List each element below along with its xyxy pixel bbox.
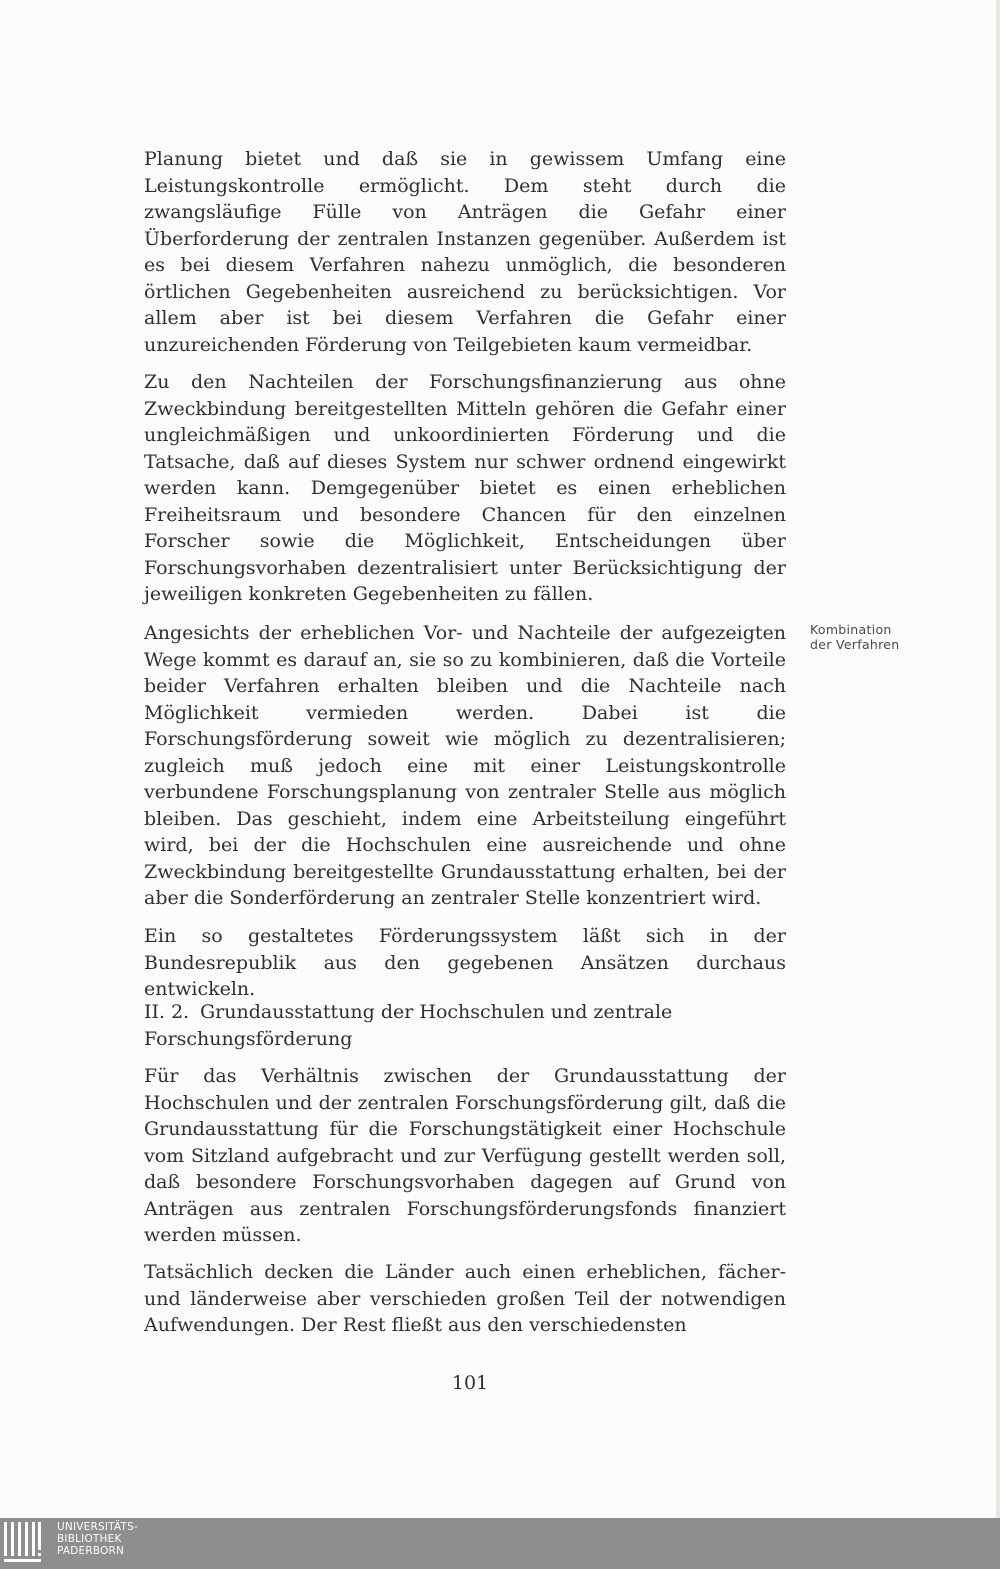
library-name-line-2: BIBLIOTHEK: [57, 1533, 122, 1545]
paragraph-2: Zu den Nachteilen der Forschungsfinanzierung aus ohne Zweckbindung bereitgestellten Mitteln gehören die Gefahr einer ungleichmäßigen und unkoordinierten Förderung und die Tatsache, daß auf dieses System nur schwer ordnend eingewirkt werden kann. Demgegenüber bietet es einen erheblichen Freiheitsraum und besondere Chancen für den einzelnen Forscher sowie die Möglichkeit, Entscheidungen über Forschungsvorhaben dezentralisiert unter Berücksichtigung der jeweiligen konkreten Gegebenheiten zu fällen.: [144, 371, 786, 605]
paragraph-6: Tatsächlich decken die Länder auch einen erheblichen, fächer- und länderweise aber verschieden großen Teil der notwendigen Aufwendungen. Der Rest fließt aus den verschiedensten: [144, 1261, 786, 1336]
paragraph-5: Für das Verhältnis zwischen der Grundausstattung der Hochschulen und der zentralen Forschungsförderung gilt, daß die Grundausstattung für die Forschungstätigkeit einer Hochschule vom Sitzland aufgebracht und zur Verfügung gestellt werden soll, daß besondere Forschungsvorhaben dagegen auf Grund von Anträgen aus zentralen Forschungsförderungsfonds finanziert werden müssen.: [144, 1065, 786, 1246]
section-title: Grundausstattung der Hochschulen und zentrale Forschungsförderung: [144, 1001, 673, 1050]
library-logo-icon: [0, 1518, 60, 1569]
margin-note-line-1: Kombination: [810, 622, 892, 637]
page-edge: [996, 0, 1000, 1518]
library-name-line-3: PADERBORN: [57, 1545, 125, 1557]
paragraph-3: Angesichts der erheblichen Vor- und Nachteile der aufgezeigten Wege kommt es darauf an, sie so zu kombinieren, daß die Vorteile beider Verfahren erhalten bleiben und die Nachteile nach Möglichkeit vermieden werden. Dabei ist die Forschungsförderung soweit wie möglich zu dezentralisieren; zugleich muß jedoch eine mit einer Leistungskontrolle verbundene Forschungsplanung von zentraler Stelle aus möglich bleiben. Das geschieht, indem eine Arbeitsteilung eingeführt wird, bei der die Hochschulen eine ausreichende und ohne Zweckbindung bereitgestellte Grundausstattung erhalten, bei der aber die Sonderförderung an zentraler Stelle konzentriert wird.: [144, 622, 786, 909]
page-number: 101: [451, 1372, 489, 1394]
margin-note: [810, 622, 900, 652]
margin-note-line-2: der Verfahren: [810, 637, 900, 652]
section-number: II. 2.: [144, 1001, 190, 1023]
paragraph-4: Ein so gestaltetes Förderungssystem läßt sich in der Bundesrepublik aus den gegebenen Ansätzen durchaus entwickeln.: [144, 925, 786, 1000]
library-name: [57, 1521, 138, 1557]
library-name-line-1: UNIVERSITÄTS-: [57, 1521, 138, 1533]
paragraph-1: Planung bietet und daß sie in gewissem Umfang eine Leistungskontrolle ermöglicht. Dem steht durch die zwangsläufige Fülle von Anträgen die Gefahr einer Überforderung der zentralen Instanzen gegenüber. Außerdem ist es bei diesem Verfahren nahezu unmöglich, die besonderen örtlichen Gegebenheiten ausreichend zu berücksichtigen. Vor allem aber ist bei diesem Verfahren die Gefahr einer unzureichenden Förderung von Teilgebieten kaum vermeidbar.: [144, 148, 786, 356]
section-heading: [144, 999, 786, 1053]
library-footer-bar: [0, 1518, 1000, 1569]
